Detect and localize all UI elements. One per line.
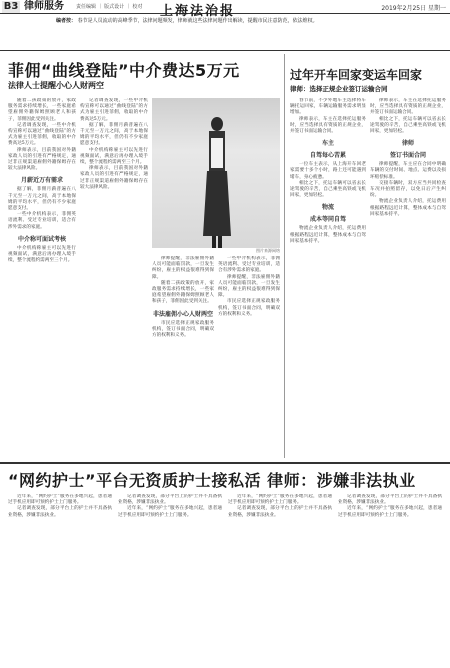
paragraph: 近年来，“网约护士”服务在多地兴起，患者通过手机应用即可预约护士上门服务。 [228,494,332,506]
paragraph: 市民应选择正规家政服务机构，签订书面合同，明确双方的权利和义务。 [218,299,280,317]
article-a-column-4 [218,256,280,456]
article-c-column-1 [8,494,112,664]
paragraph: 记者调查发现，一些中介机构宣称可以通过“曲线登陆”的方式为雇主引进菲佣，收取的中介费高达5万元。 [80,98,148,122]
paragraph: 据了解，菲佣月薪普遍在八千元至一万元之间，高于本地保姆的平均水平，但仍有不少家庭愿意支付。 [8,187,76,212]
article-a-column-1 [8,98,76,458]
article-a-section-1: 月薪近万有需求 [20,177,63,185]
article-b-section-1: 车主 [321,140,334,148]
article-c-column-3 [228,494,332,664]
article-b-section-5: 物流 [321,204,334,212]
paragraph: 记者调查发现，部分平台上的护士并不具备执业资格，涉嫌非法执业。 [338,494,442,506]
article-a-column-3 [152,256,214,456]
paragraph: 中介机构称雇主可以先进行视频面试，满意后再办理入境手续，整个流程约需两至三个月。 [8,245,76,264]
paragraph: 物流企业负责人介绍，托运费用根据路程远近计算，整体成本与自驾回家基本持平。 [370,199,446,217]
paragraph: 律师表示，目前我国对外籍家政人员的引进有严格规定，通过非正规渠道雇佣外籍保姆存在较大法律风险。 [8,147,76,172]
paragraph: 一些中介机构表示，菲佣英语流利、受过专业培训，适合有涉外需求的家庭。 [8,212,76,230]
paragraph: 春节前，不少外地车主选择将车辆托运回家，车辆运输服务需求明显增加。 [290,98,366,116]
divider [0,50,450,51]
section-name: 律师服务 [24,1,64,12]
section-badge: B3 [3,1,19,12]
paragraph: 近年来，“网约护士”服务在多地兴起，患者通过手机应用即可预约护士上门服务。 [338,506,442,518]
article-b-section-6: 成本等同自驾 [309,216,346,224]
paragraph: 随着二孩政策的放开，家政服务需求持续增长，一些家庭希望雇佣外籍保姆照顾老人和孩子，菲佣因此受到关注。 [152,280,214,305]
article-c-column-2 [118,494,222,664]
paragraph: 记者调查发现，部分平台上的护士并不具备执业资格，涉嫌非法执业。 [8,506,112,518]
article-b-headline: 过年开车回家变运车回家 [290,68,423,82]
paragraph: 交接车辆时，双方应当共同检查车况并拍照留存，以免日后产生纠纷。 [370,180,446,199]
article-b-subhead: 律师：选择正规企业签订运输合同 [290,85,388,93]
article-c-column-4 [338,494,442,664]
paragraph: 相比之下，托运车辆可以省去长途驾驶的辛苦，自己乘坐高铁或飞机回家，更加轻松。 [290,180,366,199]
paragraph: 记者调查发现，部分平台上的护士并不具备执业资格，涉嫌非法执业。 [118,494,222,506]
paragraph: 记者调查发现，部分平台上的护士并不具备执业资格，涉嫌非法执业。 [228,506,332,518]
article-a-subhead: 法律人士提醒小心人财两空 [8,81,104,90]
article-a-column-2 [80,98,148,458]
issue-date: 2019年2月25日 星期一 [381,5,446,12]
paragraph: 相比之下，托运车辆可以省去长途驾驶的辛苦，自己乘坐高铁或飞机回家，更加轻松。 [370,116,446,135]
photo-caption: 图片来源网络 [256,248,280,253]
article-a-photo [152,98,280,248]
editor-note-label: 编者按： [56,18,77,24]
paragraph: 律师提醒，非法雇佣外籍人员可能面临罚款，一旦发生纠纷，雇主的权益很难得到保障。 [152,256,214,280]
paragraph: 记者调查发现，一些中介机构宣称可以通过“曲线登陆”的方式为雇主引进菲佣，收取的中介费高达5万元。 [8,122,76,147]
paragraph: 律师表示，目前我国对外籍家政人员的引进有严格规定，通过非正规渠道雇佣外籍保姆存在较大法律风险。 [80,166,148,190]
paper-name: 上海法治报 [160,4,236,19]
paragraph: 律师提醒，车主应在合同中明确车辆的交付时间、地点、运费以及损坏赔偿标准。 [370,162,446,180]
article-a-section-2: 中介称可面试考核 [17,235,66,243]
paragraph: 律师表示，车主在选择托运服务时，应当选择具有资质的正规企业，并签订书面运输合同。 [290,116,366,135]
maid-figure-image [202,116,232,248]
paragraph: 物流企业负责人介绍，托运费用根据路程远近计算，整体成本与自驾回家基本持平。 [290,226,366,244]
article-b-column-2 [370,98,446,458]
paragraph: 一些中介机构表示，菲佣英语流利、受过专业培训，适合有涉外需求的家庭。 [218,256,280,274]
paragraph: 市民应选择正规家政服务机构，签订书面合同，明确双方的权利和义务。 [152,320,214,339]
article-a-headline: 菲佣“曲线登陆”中介费达5万元 [8,61,240,80]
page-masthead [0,0,450,19]
article-b-column-1 [290,98,366,458]
paragraph: 中介机构称雇主可以先进行视频面试，满意后再办理入境手续，整个流程约需两至三个月。 [80,147,148,166]
paragraph: 一位车主表示，从上海开车回老家需要十多个小时，路上还可能遇到堵车，身心疲惫。 [290,162,366,180]
paragraph: 近年来，“网约护士”服务在多地兴起，患者通过手机应用即可预约护士上门服务。 [8,494,112,506]
editor-note-text: 春节是人员流动的高峰季节，法律问题频发，律师就这些法律问题作出解读，提醒市民注意防范，依法维权。 [77,18,318,24]
paragraph: 律师提醒，非法雇佣外籍人员可能面临罚款，一旦发生纠纷，雇主的权益很难得到保障。 [218,274,280,299]
column-divider [284,54,285,458]
article-b-section-2: 自驾每心苦累 [309,152,346,160]
paragraph: 近年来，“网约护士”服务在多地兴起，患者通过手机应用即可预约护士上门服务。 [118,506,222,518]
section-meta: 责任编辑 ｜ 版式设计 ｜ 校对 [76,4,143,10]
article-c-headline: “网约护士”平台无资质护士接私活 律师：涉嫌非法执业 [8,471,416,490]
article-b-section-4: 签订书面合同 [389,152,426,160]
paragraph: 据了解，菲佣月薪普遍在八千元至一万元之间，高于本地保姆的平均水平，但仍有不少家庭愿意支付。 [80,122,148,147]
editor-note [56,18,436,25]
paragraph: 随着二孩政策的放开，家政服务需求持续增长，一些家庭希望雇佣外籍保姆照顾老人和孩子，菲佣因此受到关注。 [8,98,76,122]
article-b-section-3: 律师 [401,140,414,148]
section-divider [0,462,450,464]
article-a-section-3: 非法雇佣小心人财两空 [152,310,213,318]
paragraph: 律师表示，车主在选择托运服务时，应当选择具有资质的正规企业，并签订书面运输合同。 [370,98,446,116]
